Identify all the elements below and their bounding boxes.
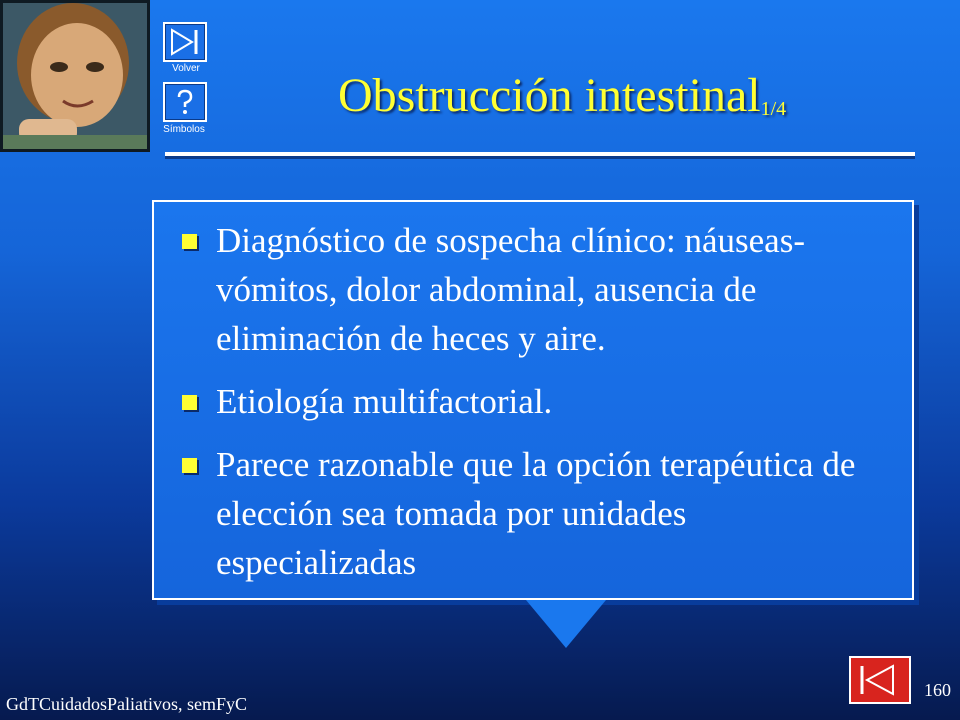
footer-source: GdTCuidadosPaliativos, semFyC [6,694,248,714]
bullet-marker [182,234,197,249]
volver-button[interactable] [163,22,207,62]
simbolos-label: Símbolos [163,124,205,135]
play-back-icon [855,661,905,699]
face-painting-image [0,0,150,152]
bullet-item [164,377,892,426]
bullet-text: Parece razonable que la opción terapéutica de elección sea tomada por unidades especializadas [216,445,856,582]
face-illustration [3,3,147,149]
volver-label: Volver [172,63,200,74]
bullet-list [164,216,892,587]
back-button[interactable] [849,656,911,704]
slide-title [338,68,786,123]
bullet-marker [182,458,197,473]
title-divider [165,152,915,156]
bullet-marker [182,395,197,410]
simbolos-button[interactable] [163,82,207,122]
page-number: 160 [924,680,951,700]
title-text: Obstrucción intestinal [338,69,761,122]
question-icon [170,87,200,117]
bullet-text: Diagnóstico de sospecha clínico: náuseas-vómitos, dolor abdominal, ausencia de eliminación de heces y aire. [216,221,805,358]
bullet-text: Etiología multifactorial. [216,382,553,421]
bullet-item [164,216,892,363]
content-box [152,200,914,600]
down-arrow-decoration [526,600,606,648]
title-suffix: 1/4 [760,98,787,120]
bullet-item [164,440,892,587]
play-forward-icon [168,27,202,57]
